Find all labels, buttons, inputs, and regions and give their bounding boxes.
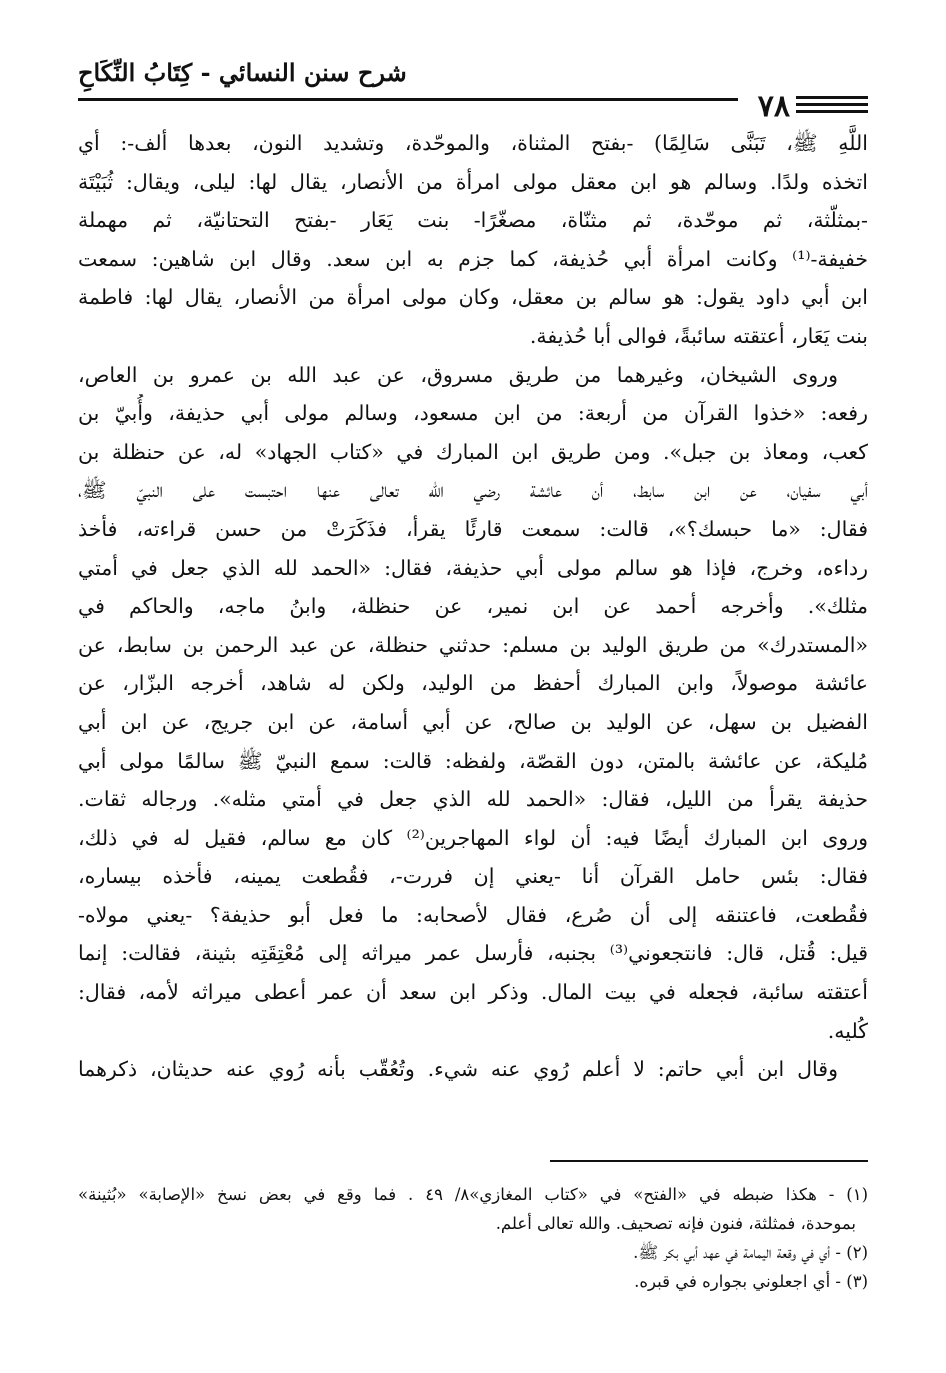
text-line: خفيفة-⁽¹⁾ وكانت امرأة أبي حُذيفة، كما جزم به ابن سعد. وقال ابن شاهين: سمعت [78, 246, 868, 271]
text-line: رداءه، وخرج، فإذا هو سالم مولى أبي حذيفة، فقال: «الحمد لله الذي جعل في أمتي [78, 555, 868, 580]
text-line: أعتقته سائبة، فجعله في بيت المال. وذكر ابن سعد أن عمر أعطى ميراثه لأمه، فقال: [78, 980, 868, 1005]
text-line: ابن أبي داود يقول: هو سالم بن معقل، وكان مولى امرأة من الأنصار، يقال لها: فاطمة [78, 285, 868, 310]
text-line: مثلك». وأخرجه أحمد عن ابن نمير، عن حنظلة، وابنُ ماجه، والحاكم في [78, 594, 868, 619]
text-line: اللَّهِ ﷺ، تَبَنَّى سَالِمًا) -بفتح المثناة، والموحّدة، وتشديد النون، بعدها ألف-: أي [78, 131, 868, 155]
text-line: فقال: «ما حبسك؟»، قالت: سمعت قارئًا يقرأ، فذَكَرَتْ من حسن قراءته، فأخذ [78, 516, 868, 541]
page-number: ٧٨ [757, 89, 790, 124]
text-line: كعب، ومعاذ بن جبل». ومن طريق ابن المبارك في «كتاب الجهاد» له، عن حنظلة بن [78, 439, 868, 464]
text-line: «المستدرك» من طريق الوليد بن مسلم: حدثني حنظلة، عن عبد الرحمن بن سابط، عن [78, 632, 868, 657]
ornament-rule [796, 96, 868, 99]
text-line: الفضيل بن سهل، عن الوليد بن صالح، عن أبي أسامة، عن ابن جريج، عن ابن أبي [78, 709, 868, 734]
text-line: كُليه. [827, 1018, 868, 1043]
text-line: -بمثلّثة، ثم موحّدة، ثم مثنّاة، مصغّرًا- بنت يَعَار -بفتح التحتانيّة، ثم مهملة [78, 208, 868, 233]
text-line: وروى ابن المبارك أيضًا فيه: أن لواء المهاجرين⁽²⁾ كان مع سالم، فقيل له في ذلك، [78, 825, 868, 850]
text-line: قيل: قُتل، قال: فانتجعوني⁽³⁾ بجنبه، فأرسل عمر ميراثه إلى مُعْتِقَتِه بثينة، فقالت: إنما [78, 941, 868, 966]
text-line: مُليكة، عن عائشة بالمتن، دون القصّة، ولفظه: قالت: سمع النبيّ ﷺ سالمًا مولى أبي [78, 748, 868, 773]
text-line: حذيفة يقرأ من الليل، فقال: «الحمد لله الذي جعل في أمتي مثله». ورجاله ثقات. [78, 787, 868, 812]
text-line: فقُطعت، فاعتنقه إلى أن صُرع، فقال لأصحابه: ما فعل أبو حذيفة؟ -يعني مولاه- [78, 902, 868, 927]
text-line: رفعه: «خذوا القرآن من أربعة: من ابن مسعود، وسالم مولى أبي حذيفة، وأُبيّ بن [78, 401, 868, 426]
text-line: اتخذه ولدًا. وسالم هو ابن معقل مولى امرأة من الأنصار، يقال لها: ليلى، ويقال: ثُبَيْتَة [78, 169, 868, 194]
page-header [78, 54, 868, 124]
main-text [78, 124, 868, 1089]
footnote-2: (٢) - أي في وقعة اليمامة في عهد أبي بكر ﷺ. [633, 1243, 868, 1262]
text-line: وروى الشيخان، وغيرهما من طريق مسروق، عن عبد الله بن عمرو بن العاص، [78, 362, 838, 387]
ornament-rule [796, 103, 868, 106]
page-number-ornament [796, 96, 868, 117]
ornament-rule [796, 110, 868, 113]
text-line: وقال ابن أبي حاتم: لا أعلم رُوي عنه شيء. وتُعُقّب بأنه رُوي عنه حديثان، ذكرهما [78, 1057, 838, 1082]
footnote-1-continuation: بموحدة، فمثلثة، فنون فإنه تصحيف. والله تعالى أعلم. [495, 1214, 856, 1233]
text-line: عائشة موصولاً، وابن المبارك أحفظ من الوليد، ولكن له شاهد، أخرجه البزّار، عن [78, 671, 868, 696]
footnote-3: (٣) - أي اجعلوني بجواره في قبره. [634, 1272, 868, 1291]
text-line: فقال: بئس حامل القرآن أنا -يعني إن فررت-، فقُطعت يمينه، فأخذه بيساره، [78, 864, 868, 889]
header-rule [78, 98, 738, 101]
running-title: شرح سنن النسائي - كِتَابُ النِّكَاحِ [78, 58, 407, 87]
footnotes [78, 1180, 868, 1296]
text-line: بنت يَعَار، أعتقته سائبةً، فوالى أبا حُذيفة. [529, 323, 868, 348]
footnote-1: (١) - هكذا ضبطه في «الفتح» في «كتاب المغازي»٨/ ٤٩ . فما وقع في بعض نسخ «الإصابة» «بُثينة» [78, 1185, 868, 1204]
footnote-separator [550, 1160, 868, 1162]
text-line: أبي سفيان، عن ابن سابط، أن عائشة رضي الله تعالى عنها احتبست على النبيّ ﷺ، [78, 478, 868, 503]
